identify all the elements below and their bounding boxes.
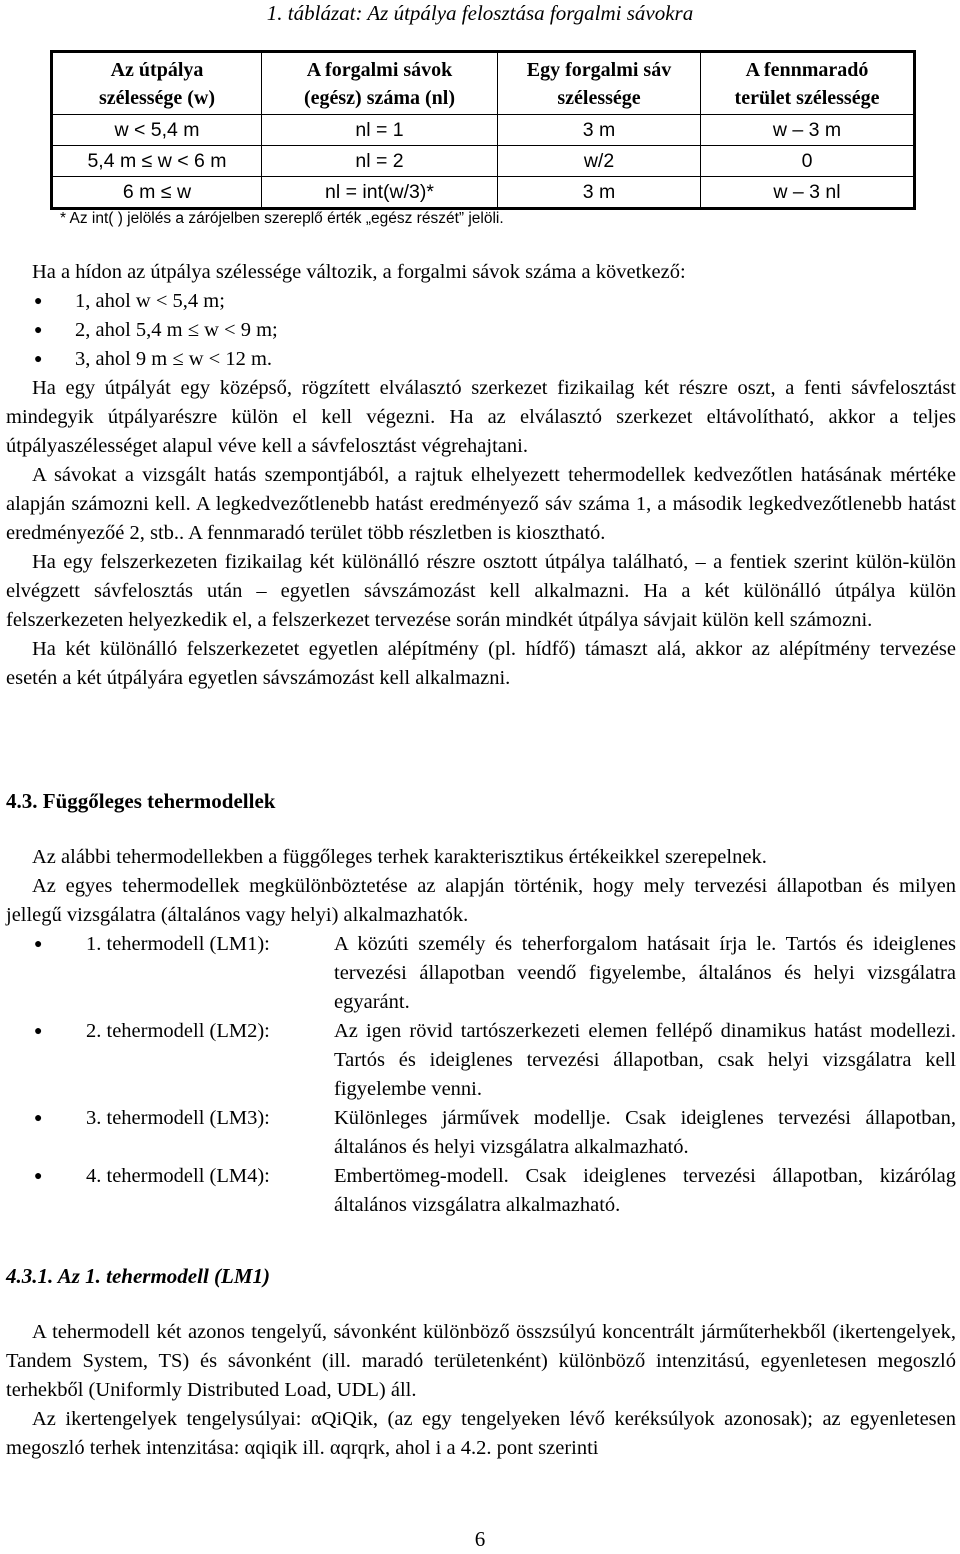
load-model-name: 4. tehermodell (LM4):: [86, 1165, 270, 1187]
table-row: [52, 115, 915, 146]
lm1-section: [6, 1318, 956, 1463]
lane-division-table: [50, 50, 916, 210]
table-cell: 6 m ≤ w: [52, 177, 262, 209]
load-model-name: 3. tehermodell (LM3):: [86, 1107, 270, 1129]
list-item: ● 3, ahol 9 m ≤ w < 12 m.: [6, 345, 956, 374]
header-cell: Az útpálya szélessége (w): [52, 52, 262, 115]
paragraph: Ha két különálló felszerkezetet egyetlen alépítmény (pl. hídfő) támaszt alá, akkor az alépítmény tervezése esetén a két útpályára egyetlen sávszámozást kell alkalmazni.: [6, 638, 956, 689]
paragraph: Az alábbi tehermodellekben a függőleges terhek karakterisztikus értékeikkel szerepelnek.: [32, 846, 767, 868]
paragraph: Az ikertengelyek tengelysúlyai: αQiQik, (az egy tengelyeken lévő keréksúlyok azonosak); az egyenletesen megoszló terhek intenzitása: αqiqik ill. αqrqrk, ahol i a 4.2. pont szerinti: [6, 1408, 956, 1459]
table-cell: 0: [701, 146, 915, 177]
section-heading: 4.3. Függőleges tehermodellek: [6, 789, 276, 813]
table-row: [52, 177, 915, 209]
table-cell: 5,4 m ≤ w < 6 m: [52, 146, 262, 177]
bullet-icon: [6, 1162, 86, 1220]
subsection-heading: 4.3.1. Az 1. tehermodell (LM1): [6, 1264, 271, 1288]
load-models-section: [6, 843, 956, 1220]
bullet-icon: [6, 1104, 86, 1162]
header-cell: A fennmaradó terület szélessége: [701, 52, 915, 115]
table-cell: w < 5,4 m: [52, 115, 262, 146]
load-model-description: Különleges járművek modellje. Csak ideiglenes tervezési állapotban, általános és helyi vizsgálatra alkalmazható.: [334, 1107, 956, 1158]
paragraph: Ha egy útpályát egy középső, rögzített elválasztó szerkezet fizikailag két részre oszt, a fenti sávfelosztást mindegyik útpályarészre külön el kell végezni. Ha az elválasztó szerkezet eltávolítható, akkor a teljes útpályaszélességet alapul véve kell a sávfelosztást végrehajtani.: [6, 377, 956, 457]
lane-rules-section: [6, 258, 956, 693]
table-cell: 3 m: [498, 115, 701, 146]
load-model-name: 2. tehermodell (LM2):: [86, 1020, 270, 1042]
table-cell: w – 3 m: [701, 115, 915, 146]
page-number: 6: [474, 1527, 486, 1551]
table-header-row: [52, 52, 915, 115]
table-row: [52, 146, 915, 177]
table-cell: nl = int(w/3)*: [262, 177, 498, 209]
header-cell: Egy forgalmi sáv szélessége: [498, 52, 701, 115]
table-cell: nl = 1: [262, 115, 498, 146]
load-model-description: Az igen rövid tartószerkezeti elemen fellépő dinamikus hatást modellezi. Tartós és ideiglenes tervezési állapotban, csak helyi vizsgálatra kell figyelembe venni.: [334, 1020, 956, 1100]
paragraph: Az egyes tehermodellek megkülönböztetése az alapján történik, hogy mely tervezési állapotban és milyen jellegű vizsgálatra (általános vagy helyi) alkalmazhatók.: [6, 875, 956, 926]
paragraph: Ha egy felszerkezeten fizikailag két különálló részre osztott útpálya található, – a fentiek szerint külön-külön elvégzett sávfelosztás után – egyetlen sávszámozást kell alkalmazni. Ha a két különálló útpálya külön felszerkezeten helyezkedik el, a felszerkezet tervezése során mindkét útpálya sávjait külön kell számozni.: [6, 551, 956, 631]
table-cell: w – 3 nl: [701, 177, 915, 209]
load-model-description: A közúti személy és teherforgalom hatásait írja le. Tartós és ideiglenes tervezési állapotban veendő figyelembe, általános és helyi vizsgálatra egyaránt.: [334, 933, 956, 1013]
paragraph: A sávokat a vizsgált hatás szempontjából, a rajtuk elhelyezett tehermodellek kedvezőtlen hatásának mértéke alapján számozni kell. A legkedvezőtlenebb hatást eredményező sáv száma 1, a második legkedvezőtlenebb hatást eredményezőé 2, stb.. A fennmaradó terület több részletben is kiosztható.: [6, 464, 956, 544]
paragraph: A tehermodell két azonos tengelyű, sávonként különböző összsúlyú koncentrált járműterhekből (ikertengelyek, Tandem System, TS) és sávonként (ill. maradó területenként) különböző intenzitású, egyenletesen megoszló terhekből (Uniformly Distributed Load, UDL) áll.: [6, 1321, 956, 1401]
table-cell: nl = 2: [262, 146, 498, 177]
table-cell: w/2: [498, 146, 701, 177]
load-model-item: [6, 1162, 956, 1220]
lane-count-list: [6, 287, 956, 374]
table-footnote: * Az int( ) jelölés a zárójelben szereplő érték „egész részét” jelöli.: [60, 210, 504, 227]
bullet-icon: [6, 1017, 86, 1104]
load-model-name: 1. tehermodell (LM1):: [86, 933, 270, 955]
load-model-description: Embertömeg-modell. Csak ideiglenes tervezési állapotban, kizárólag általános vizsgálatra alkalmazható.: [334, 1165, 956, 1216]
load-model-item: [6, 1017, 956, 1104]
load-model-item: [6, 930, 956, 1017]
table-caption: 1. táblázat: Az útpálya felosztása forgalmi sávokra: [266, 1, 694, 25]
header-cell: A forgalmi sávok (egész) száma (nl): [262, 52, 498, 115]
list-item: ● 1, ahol w < 5,4 m;: [6, 287, 956, 316]
list-item: ● 2, ahol 5,4 m ≤ w < 9 m;: [6, 316, 956, 345]
bullet-icon: [6, 930, 86, 1017]
intro-paragraph: Ha a hídon az útpálya szélessége változik, a forgalmi sávok száma a következő:: [32, 261, 686, 283]
table-cell: 3 m: [498, 177, 701, 209]
load-model-item: [6, 1104, 956, 1162]
